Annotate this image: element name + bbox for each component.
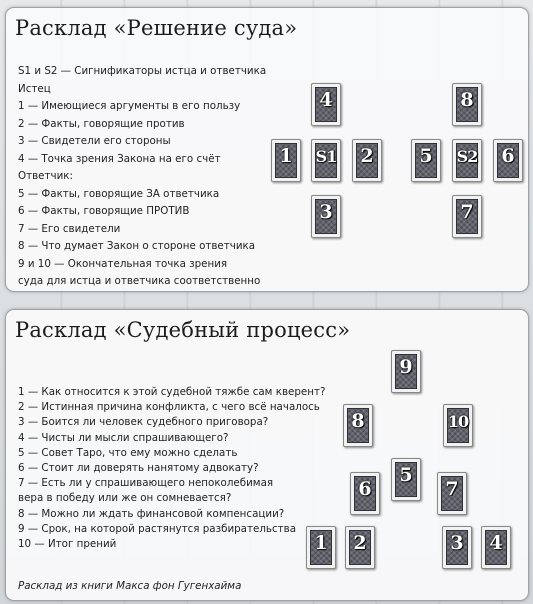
tarot-card: 7 xyxy=(452,195,482,238)
tarot-card: 4 xyxy=(481,526,511,569)
tarot-card: 10 xyxy=(443,404,473,447)
position-line: 4 — Точка зрения Закона на его счёт xyxy=(18,152,221,165)
position-line: 2 — Истинная причина конфликта, с чего всё началось xyxy=(18,401,320,414)
spread-title: Расклад «Судебный процесс» xyxy=(15,318,351,342)
tarot-card: 8 xyxy=(452,83,482,126)
position-line: 7 — Его свидетели xyxy=(18,222,121,235)
position-line: 5 — Совет Таро, что ему можно сделать xyxy=(18,446,238,459)
tarot-card: 3 xyxy=(311,195,341,238)
position-list xyxy=(18,385,325,552)
position-line: 7 — Есть ли у спрашивающего непоколебимая xyxy=(18,477,274,490)
position-line: 10 — Итог прений xyxy=(18,537,117,550)
position-line: 6 — Факты, говорящие ПРОТИВ xyxy=(18,205,190,217)
tarot-card: 8 xyxy=(343,404,373,447)
position-line: 5 — Факты, говорящие ЗА ответчика xyxy=(18,187,220,200)
position-line: суда для истца и ответчика соответственно xyxy=(18,275,261,287)
tarot-card: S1 xyxy=(311,139,341,182)
position-line: 1 — Имеющиеся аргументы в его пользу xyxy=(18,100,241,112)
position-line: 9 — Срок, на которой растянутся разбирательства xyxy=(18,522,297,535)
position-line: 9 и 10 — Окончательная точка зрения xyxy=(18,257,228,270)
tarot-card: 9 xyxy=(391,350,421,393)
position-line: 3 — Свидетели его стороны xyxy=(18,135,171,147)
tarot-card: 6 xyxy=(493,139,523,182)
position-line: Ответчик: xyxy=(18,170,73,182)
tarot-card: 1 xyxy=(271,139,301,182)
tarot-card: 2 xyxy=(352,139,382,182)
position-line: 2 — Факты, говорящие против xyxy=(18,117,185,130)
position-line: 8 — Можно ли ждать финансовой компенсации? xyxy=(18,507,285,520)
tarot-card: 5 xyxy=(391,458,421,501)
position-line: 4 — Чисты ли мысли спрашивающего? xyxy=(18,431,229,444)
tarot-card: 3 xyxy=(442,526,472,569)
position-line: S1 и S2 — Сигнификаторы истца и ответчика xyxy=(18,65,267,77)
position-line: Истец xyxy=(18,82,51,95)
tarot-card: 4 xyxy=(311,83,341,126)
tarot-card: 5 xyxy=(411,139,441,182)
position-line: 3 — Боится ли человек судебного приговора? xyxy=(18,416,269,429)
position-line: 8 — Что думает Закон о стороне ответчика xyxy=(18,240,256,252)
position-line: вера в победу или же он сомневается? xyxy=(18,492,232,505)
source-note: Расклад из книги Макса фон Гугенхайма xyxy=(18,580,242,592)
position-line: 1 — Как относится к этой судебной тяжбе сам кверент? xyxy=(18,386,326,398)
tarot-card: 7 xyxy=(437,472,467,515)
tarot-card: 2 xyxy=(345,526,375,569)
tarot-card: S2 xyxy=(452,139,482,182)
tarot-card: 6 xyxy=(350,472,380,515)
position-line: 6 — Стоит ли доверять нанятому адвокату? xyxy=(18,461,259,474)
spread-panel-court-process xyxy=(5,309,529,601)
spread-panel-court-decision xyxy=(5,7,529,292)
spread-title: Расклад «Решение суда» xyxy=(15,16,298,40)
tarot-card: 1 xyxy=(306,526,336,569)
position-list xyxy=(18,63,266,291)
